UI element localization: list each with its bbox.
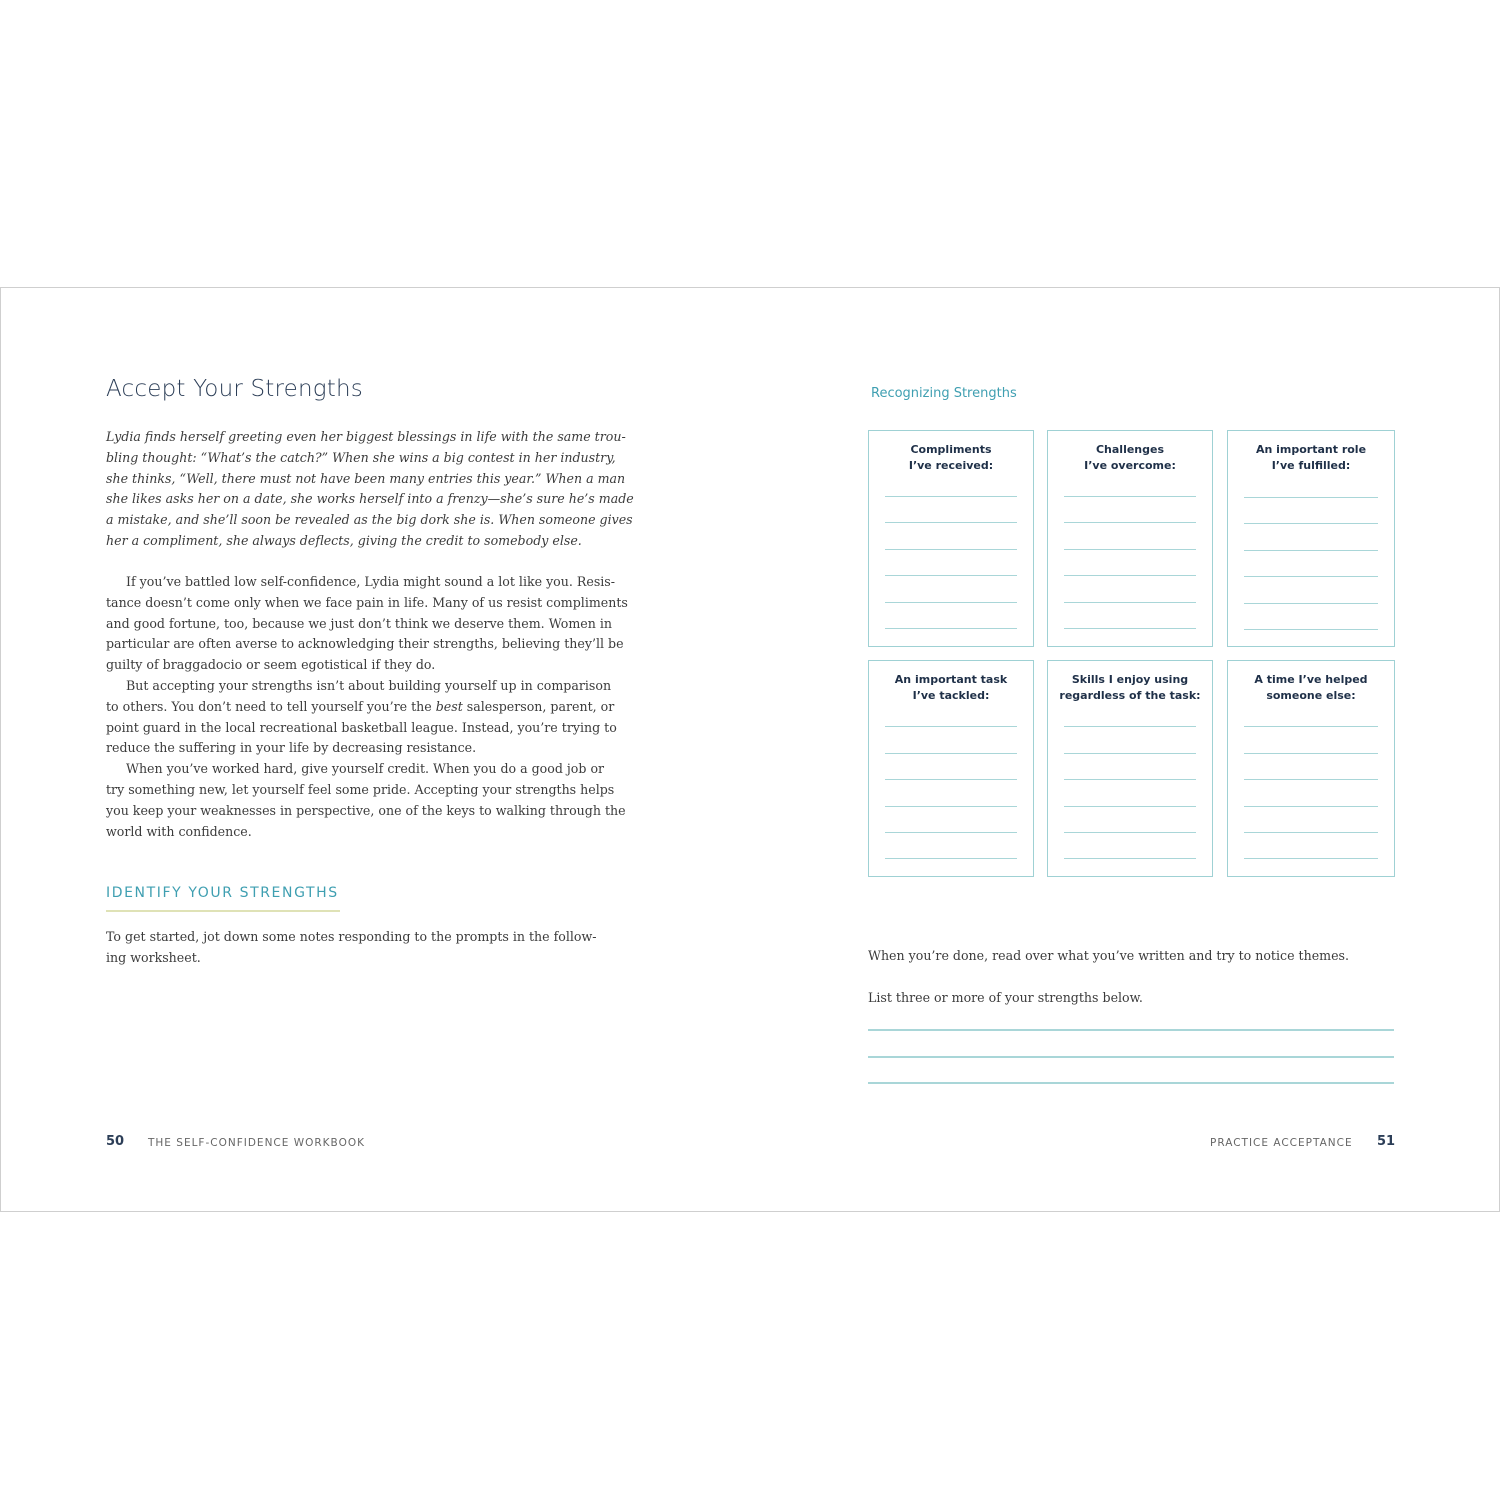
section-underline [106, 910, 340, 912]
running-head-left: THE SELF-CONFIDENCE WORKBOOK [148, 1137, 365, 1149]
write-line [1244, 753, 1378, 754]
write-line [1064, 575, 1196, 576]
text-line: and good fortune, too, because we just don’t think we deserve them. Women in [106, 615, 613, 631]
worksheet-box-skills[interactable] [1047, 660, 1213, 877]
page-number-left: 50 [106, 1134, 125, 1149]
text-line: But accepting your strengths isn’t about building yourself up in comparison [126, 677, 612, 693]
write-line [885, 806, 1017, 807]
body-paragraphs [106, 572, 666, 842]
write-line [1064, 726, 1196, 727]
write-line [1244, 629, 1378, 630]
write-line [1064, 496, 1196, 497]
text-segment: salesperson, parent, or [462, 698, 615, 714]
text-line: you keep your weaknesses in perspective, one of the keys to walking through the [106, 802, 626, 818]
worksheet-box-important-role[interactable] [1227, 430, 1395, 647]
worksheet-box-compliments[interactable] [868, 430, 1034, 647]
write-line [1064, 753, 1196, 754]
text-line: tance doesn’t come only when we face pain in life. Many of us resist compliments [106, 594, 628, 610]
text-line: guilty of braggadocio or seem egotistical if they do. [106, 657, 436, 673]
section-heading: IDENTIFY YOUR STRENGTHS [106, 885, 339, 901]
write-line [885, 549, 1017, 550]
text-segment: to others. You don’t need to tell yourself you’re the [106, 698, 432, 714]
write-line [1244, 779, 1378, 780]
box-label: Compliments I’ve received: [908, 443, 994, 472]
write-line [1064, 628, 1196, 629]
intro-paragraph [106, 427, 666, 552]
write-line [1244, 858, 1378, 859]
write-line [1244, 832, 1378, 833]
worksheet-box-helped-someone[interactable] [1227, 660, 1395, 877]
answer-line[interactable] [868, 1029, 1394, 1031]
text-line: point guard in the local recreational basketball league. Instead, you’re trying to [106, 719, 617, 735]
text-line: she likes asks her on a date, she works herself into a frenzy—she’s sure he’s made [106, 491, 634, 507]
text-line: If you’ve battled low self-confidence, Lydia might sound a lot like you. Resis- [126, 574, 616, 589]
write-line [1244, 497, 1378, 498]
write-line [1064, 806, 1196, 807]
page-number-right: 51 [1377, 1134, 1396, 1149]
text-line: she thinks, “Well, there must not have been many entries this year.” When a man [106, 470, 626, 486]
text-line: try something new, let yourself feel some pride. Accepting your strengths helps [106, 781, 615, 797]
write-line [1244, 603, 1378, 604]
text-line: bling thought: “What’s the catch?” When she wins a big contest in her industry, [106, 449, 616, 465]
write-line [885, 779, 1017, 780]
write-line [1064, 549, 1196, 550]
box-label: A time I’ve helped someone else: [1254, 673, 1368, 702]
write-line [885, 858, 1017, 859]
write-line [1244, 523, 1378, 524]
text-line: particular are often averse to acknowledging their strengths, believing they’ll be [106, 636, 624, 652]
running-head-right: PRACTICE ACCEPTANCE [1210, 1137, 1353, 1149]
page-heading: Accept Your Strengths [106, 376, 363, 402]
write-line [1064, 779, 1196, 780]
box-label: An important task I’ve tackled: [894, 673, 1008, 702]
write-line [885, 832, 1017, 833]
write-line [1244, 576, 1378, 577]
write-line [1064, 522, 1196, 523]
write-line [885, 726, 1017, 727]
text-line-with-emphasis [106, 697, 666, 718]
text-line: ing worksheet. [106, 949, 201, 965]
answer-line[interactable] [868, 1056, 1394, 1058]
write-line [885, 522, 1017, 523]
write-line [1244, 806, 1378, 807]
write-line [1064, 602, 1196, 603]
write-line [885, 628, 1017, 629]
text-line: her a compliment, she always deflects, giving the credit to somebody else. [106, 532, 582, 548]
write-line [885, 753, 1017, 754]
text-line: world with confidence. [106, 823, 252, 839]
text-line: reduce the suffering in your life by decreasing resistance. [106, 740, 477, 756]
text-line: Lydia finds herself greeting even her biggest blessings in life with the same trou- [106, 429, 626, 444]
text-line: a mistake, and she’ll soon be revealed as the big dork she is. When someone gives [106, 512, 633, 528]
worksheet-box-important-task[interactable] [868, 660, 1034, 877]
answer-line[interactable] [868, 1082, 1394, 1084]
write-line [885, 575, 1017, 576]
emphasis-word: best [435, 698, 463, 714]
worksheet-box-challenges[interactable] [1047, 430, 1213, 647]
text-line: When you’ve worked hard, give yourself credit. When you do a good job or [126, 761, 605, 777]
write-line [885, 496, 1017, 497]
write-line [1064, 832, 1196, 833]
list-prompt: List three or more of your strengths below. [868, 990, 1143, 1005]
worksheet-title: Recognizing Strengths [871, 386, 1017, 401]
write-line [1244, 726, 1378, 727]
box-label: An important role I’ve fulfilled: [1255, 443, 1367, 472]
box-label: Challenges I’ve overcome: [1084, 443, 1176, 472]
worksheet-intro [106, 927, 666, 969]
write-line [1244, 550, 1378, 551]
text-line: To get started, jot down some notes responding to the prompts in the follow- [106, 929, 597, 944]
done-instruction: When you’re done, read over what you’ve written and try to notice themes. [868, 948, 1350, 963]
box-label: Skills I enjoy using regardless of the task: [1059, 673, 1201, 702]
write-line [885, 602, 1017, 603]
write-line [1064, 858, 1196, 859]
